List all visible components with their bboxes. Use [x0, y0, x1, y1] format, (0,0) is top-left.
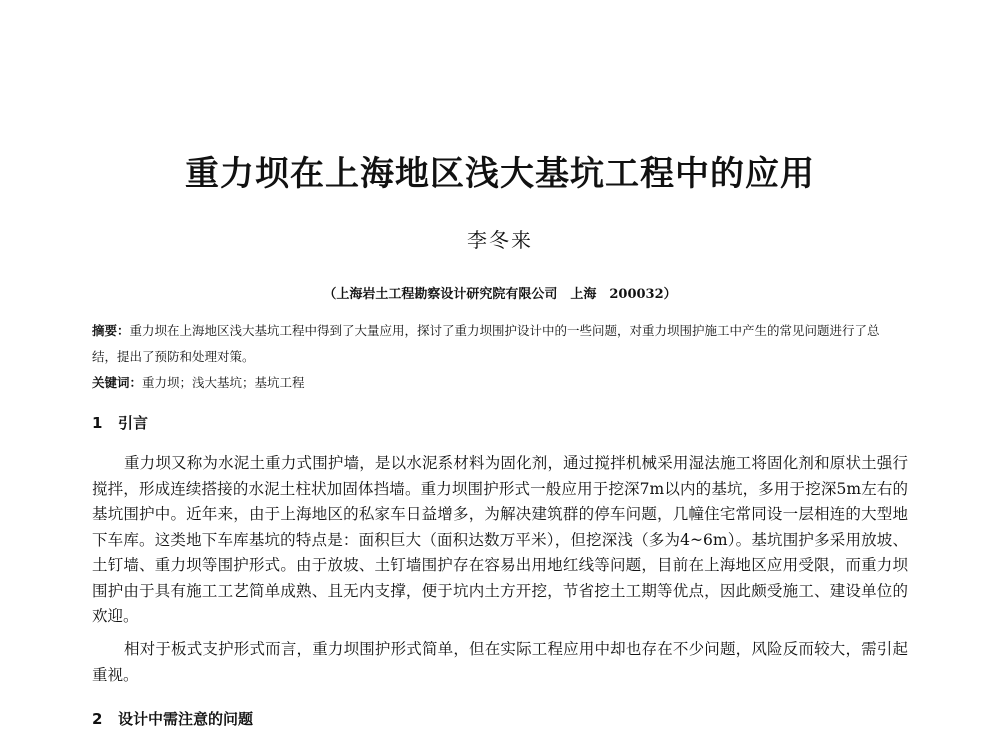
body-paragraph: 重力坝又称为水泥土重力式围护墙，是以水泥系材料为固化剂，通过搅拌机械采用湿法施工将固化剂和原状土强行搅拌，形成连续搭接的水泥土柱状加固体挡墙。重力坝围护形式一般应用于挖深7m以内的基坑，多用于挖深5m左右的基坑围护中。近年来，由于上海地区的私家车日益增多，为解决建筑群的停车问题，几幢住宅常同设一层相连的大型地下车库。这类地下车库基坑的特点是：面积巨大（面积达数万平米），但挖深浅（多为4~6m）。基坑围护多采用放坡、土钉墙、重力坝等围护形式。由于放坡、土钉墙围护存在容易出用地红线等问题，目前在上海地区应用受限，而重力坝围护由于具有施工工艺简单成熟、且无内支撑，便于坑内土方开挖，节省挖土工期等优点，因此颇受施工、建设单位的欢迎。 [92, 454, 908, 625]
body-paragraph: 相对于板式支护形式而言，重力坝围护形式简单，但在实际工程应用中却也存在不少问题，风险反而较大，需引起重视。 [92, 640, 908, 684]
paper-title: 重力坝在上海地区浅大基坑工程中的应用 [185, 154, 815, 194]
keywords [92, 370, 892, 396]
keywords-label: 关键词： [92, 375, 143, 390]
section-title: 引言 [118, 414, 149, 432]
section-heading-introduction [92, 412, 148, 433]
abstract-text: 重力坝在上海地区浅大基坑工程中得到了大量应用，探讨了重力坝围护设计中的一些问题，对重力坝围护施工中产生的常见问题进行了总结，提出了预防和处理对策。 [92, 323, 880, 364]
abstract-label: 摘要： [92, 323, 130, 338]
abstract [92, 318, 892, 370]
section-number: 1 [92, 414, 103, 432]
section-heading-design-issues [92, 708, 253, 729]
author-affiliation: （上海岩土工程勘察设计研究院有限公司 上海 200032） [323, 287, 677, 302]
author-name: 李冬来 [467, 228, 533, 252]
section-number: 2 [92, 710, 103, 728]
keywords-text: 重力坝；浅大基坑；基坑工程 [142, 375, 305, 390]
section-title: 设计中需注意的问题 [118, 710, 254, 728]
